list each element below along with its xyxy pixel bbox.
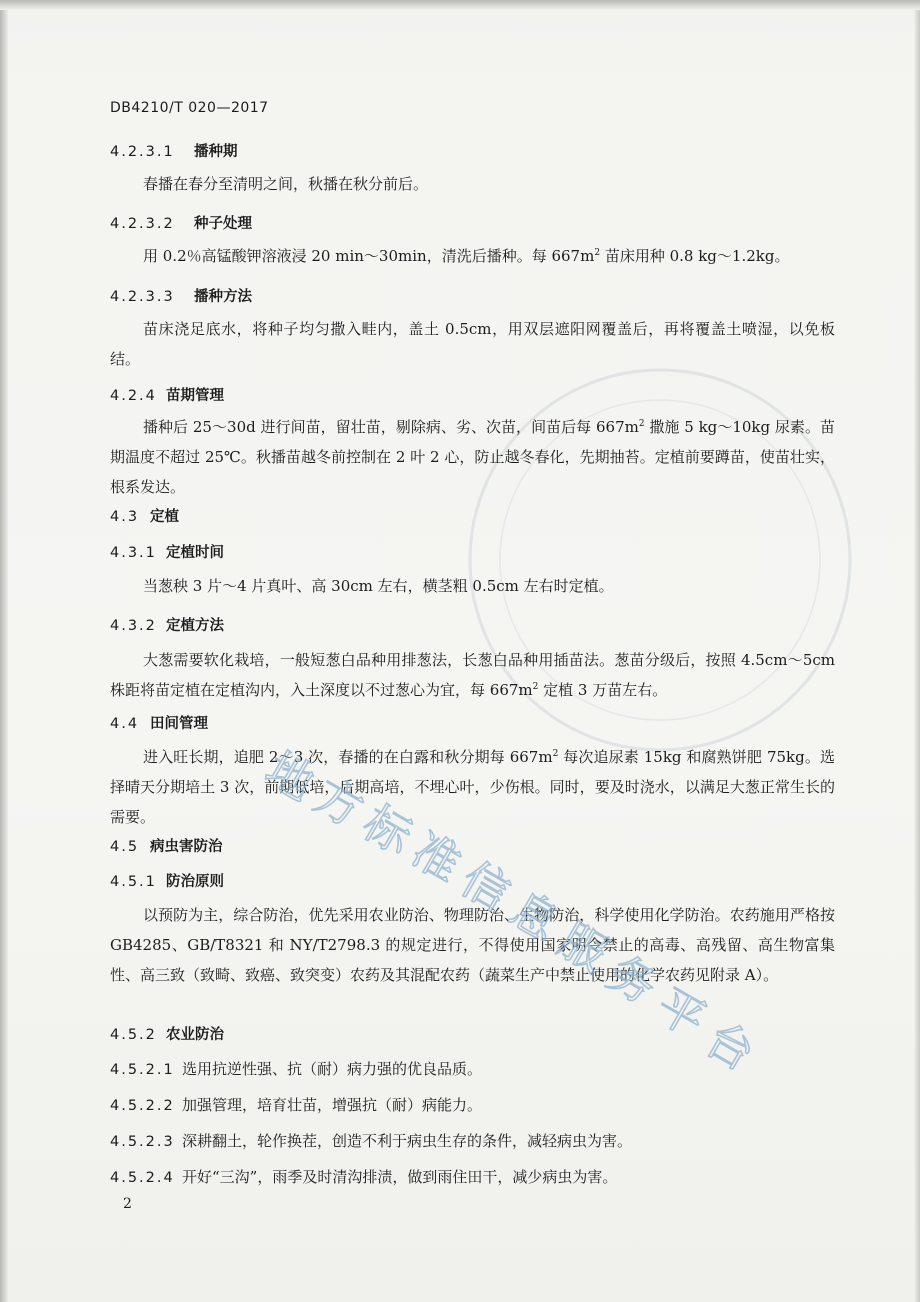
scan-edge-top xyxy=(0,0,920,10)
watermark-char: 平 xyxy=(647,977,715,1048)
text-part: 用 0.2％高锰酸钾溶液浸 20 min～30min，清洗后播种。每 667m xyxy=(143,247,595,265)
section-title: 防治原则 xyxy=(166,874,224,890)
section-title: 种子处理 xyxy=(194,216,252,232)
section-title: 定植 xyxy=(150,509,179,525)
item-4-5-2-2 xyxy=(110,1094,482,1115)
document-id: DB4210/T 020—2017 xyxy=(110,100,269,116)
section-title: 定植时间 xyxy=(166,545,224,561)
heading-4-2-4 xyxy=(110,384,224,405)
text-part: 撒施 5 kg～10kg 尿素。苗期温度不超过 25℃。秋播苗越冬前控制在 2 叶 2 心，防止越冬春化，先期抽苔。定植前要蹲苗，使苗壮实，根系发达。 xyxy=(110,418,835,496)
heading-4-5-1 xyxy=(110,870,224,891)
heading-4-3-2 xyxy=(110,614,224,635)
item-text: 加强管理，培育壮苗，增强抗（耐）病能力。 xyxy=(182,1096,483,1114)
heading-4-5-2 xyxy=(110,1023,224,1044)
section-title: 播种方法 xyxy=(194,289,252,305)
watermark-char: 服 xyxy=(549,912,617,983)
item-number: 4.5.2.2 xyxy=(110,1098,175,1114)
watermark-char: 地 xyxy=(256,741,324,812)
heading-4-3-1 xyxy=(110,541,224,562)
heading-4-3 xyxy=(110,505,179,526)
paragraph-planting-method xyxy=(110,645,835,705)
paragraph-planting-time: 当葱秧 3 片～4 片真叶、高 30cm 左右，横茎粗 0.5cm 左右时定植。 xyxy=(143,577,614,595)
section-number: 4.2.4 xyxy=(110,388,157,404)
section-number: 4.4 xyxy=(110,716,140,732)
section-title: 田间管理 xyxy=(150,716,208,732)
paragraph-seed-treatment xyxy=(110,241,835,271)
page-number: 2 xyxy=(123,1196,132,1212)
item-4-5-2-1 xyxy=(110,1058,482,1079)
watermark-char: 息 xyxy=(500,881,568,952)
heading-4-2-3-3 xyxy=(110,285,252,306)
watermark-char: 标 xyxy=(354,794,422,865)
heading-4-2-3-2 xyxy=(110,212,252,233)
item-4-5-2-3 xyxy=(110,1130,632,1151)
item-number: 4.5.2.3 xyxy=(110,1134,175,1150)
paragraph-prevention-principle: 以预防为主，综合防治，优先采用农业防治、物理防治、生物防治，科学使用化学防治。农药施用严格按 GB4285、GB/T8321 和 NY/T2798.3 的规定进行，不得使用国家明令禁止的高毒、高残留、高生物富集性、高三致（致畸、致癌、致突变）农药及其混配农药（蔬菜生产中禁止使用的化学农药见附录 A）。 xyxy=(110,906,835,984)
text-part: 苗床用种 0.8 kg～1.2kg。 xyxy=(600,247,790,265)
heading-4-4 xyxy=(110,712,208,733)
paragraph-sowing-period: 春播在春分至清明之间，秋播在秋分前后。 xyxy=(143,175,429,193)
section-number: 4.5.2 xyxy=(110,1027,157,1043)
text-part: 进入旺长期，追肥 2～3 次，春播的在白露和秋分期每 667m xyxy=(143,748,553,766)
item-text: 深耕翻土，轮作换茬，创造不利于病虫生存的条件，减轻病虫为害。 xyxy=(182,1132,633,1150)
section-number: 4.3.1 xyxy=(110,545,157,561)
section-number: 4.2.3.3 xyxy=(110,289,175,305)
scan-edge-left xyxy=(0,0,8,1302)
paragraph-field-management xyxy=(110,742,835,832)
item-number: 4.5.2.4 xyxy=(110,1170,175,1186)
scan-edge-right xyxy=(914,0,920,1302)
watermark-char: 准 xyxy=(403,822,471,893)
item-text: 选用抗逆性强、抗（耐）病力强的优良品质。 xyxy=(182,1060,483,1078)
section-title: 定植方法 xyxy=(166,618,224,634)
heading-4-2-3-1 xyxy=(110,140,238,161)
section-number: 4.5.1 xyxy=(110,874,157,890)
item-4-5-2-4 xyxy=(110,1166,617,1187)
watermark-char: 方 xyxy=(305,767,373,838)
text-part: 大葱需要软化栽培，一般短葱白品种用排葱法，长葱白品种用插苗法。葱苗分级后，按照 4.5cm～5cm 株距将苗定植在定植沟内，入土深度以不过葱心为宜，每 667m xyxy=(110,651,835,699)
superscript: 2 xyxy=(594,248,601,258)
section-number: 4.3 xyxy=(110,509,140,525)
section-number: 4.3.2 xyxy=(110,618,157,634)
section-title: 农业防治 xyxy=(166,1027,224,1043)
text-part: 播种后 25～30d 进行间苗，留壮苗，剔除病、劣、次苗，间苗后每 667m xyxy=(143,418,639,436)
section-number: 4.2.3.2 xyxy=(110,216,175,232)
text-part: 定植 3 万苗左右。 xyxy=(538,681,668,699)
section-title: 苗期管理 xyxy=(166,388,224,404)
superscript: 2 xyxy=(552,749,559,759)
paragraph-seedling-management xyxy=(110,412,835,502)
section-title: 播种期 xyxy=(194,144,238,160)
superscript: 2 xyxy=(638,419,645,429)
paragraph-sowing-method: 苗床浇足底水，将种子均匀撒入畦内，盖土 0.5cm，用双层遮阳网覆盖后，再将覆盖土喷湿，以免板结。 xyxy=(110,320,835,368)
watermark-char: 信 xyxy=(452,851,520,922)
item-number: 4.5.2.1 xyxy=(110,1062,175,1078)
watermark-char: 台 xyxy=(696,1011,764,1082)
section-title: 病虫害防治 xyxy=(150,839,223,855)
heading-4-5 xyxy=(110,835,223,856)
section-number: 4.5 xyxy=(110,839,140,855)
superscript: 2 xyxy=(532,682,539,692)
section-number: 4.2.3.1 xyxy=(110,144,175,160)
text-part: 每次追尿素 15kg 和腐熟饼肥 75kg。选择晴天分期培土 3 次，前期低培，后期高培，不埋心叶，少伤根。同时，要及时浇水，以满足大葱正常生长的需要。 xyxy=(110,748,835,826)
item-text: 开好“三沟”，雨季及时清沟排渍，做到雨住田干，减少病虫为害。 xyxy=(182,1168,618,1186)
watermark-char: 务 xyxy=(598,944,666,1015)
